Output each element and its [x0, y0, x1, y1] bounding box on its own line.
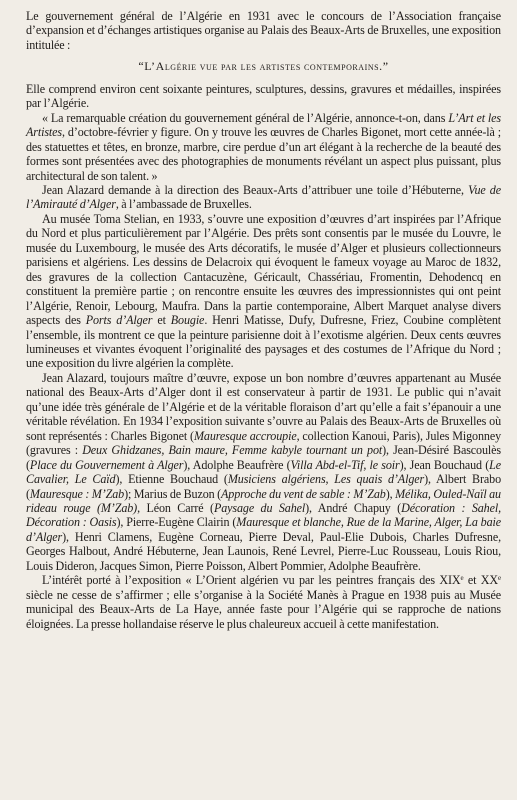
text-run: , collection Kanoui, Paris), Jules Migonney (gravures :	[26, 428, 501, 458]
text-run: Jean Alazard, toujours maître d’œuvre, expose un bon nombre d’œuvres appartenant au Musée national des Beaux-Arts d’Alger dont il est conservateur à partir de 1931. Le public qui n’avait qu’une idée très générale de l’Algérie et de la véritable floraison d’art qu’elle a fait s’épanouir a une véritable révélation. En 1934 l’exposition suivante s’ouvre au Palais des Beaux-Arts de Bruxelles où sont représentés : Charles Bigonet (	[26, 370, 501, 443]
italic-title-run: Mélika, Ouled-Naïl au rideau rouge (M’Zab)	[26, 486, 501, 515]
italic-title-run: Ports d’Alger	[85, 313, 153, 328]
text-run: e	[460, 574, 464, 583]
exhibition-title	[26, 59, 501, 75]
text-run: ), Jean-Désiré Bascoulès (	[26, 443, 501, 472]
text-run: siècle ne cesse de s’affirmer ; elle s’organise à la Société Manès à Prague en 1938 puis au Musée municipal des Beaux-Arts de La Haye, année faste pour l’Algérie qui se rapproche de nations éloignées. La presse hollandaise réserve le plus chaleureux accueil à cette manifestation.	[26, 587, 501, 631]
text-run: . Henri Matisse, Dufy, Dufresne, Friez, Coubine complètent l’ensemble, ils montrent ce que la peinture parisienne doit à l’exotisme algérien. Deux cents œuvres lumineuses et vivantes évoquent l’originalité des paysages et des costumes de l’Afrique du Nord ; une exposition du livre algérien la complète.	[26, 313, 501, 371]
italic-title-run: Place du Gouvernement à Alger	[29, 457, 184, 472]
paragraph-5	[26, 212, 501, 371]
text-run: Le gouvernement général de l’Algérie en 1931 avec le concours de l’Association française d’expansion et d’échanges artistiques organise au Palais des Beaux-Arts de Bruxelles, une exposition intitulée :	[26, 9, 501, 52]
italic-title-run: Décoration : Sahel, Décoration : Oasis	[26, 500, 501, 530]
text-run: ); Marius de Buzon (	[124, 486, 222, 501]
text-run: , à l’ambassade de Bruxelles.	[115, 197, 252, 212]
text-run: Au musée Toma Stelian, en 1933, s’ouvre une exposition d’œuvres d’art inspirées par l’Afrique du Nord et plus particulièrement par l’Algérie. Des prêts sont consentis par le musée du Louvre, le musée du Luxembourg, le musée des Arts décoratifs, le musée d’Alger et plusieurs collectionneurs parisiens et algériens. Les dessins de Delacroix qui évoquent le fameux voyage au Maroc de 1832, des gravures de la collection Cantacuzène, Géricault, Chassériau, Fromentin, Dehodencq en constituent la première partie ; on rencontre ensuite les œuvres des impressionnistes qui ont peint l’Algérie, Renoir, Lebourg, Maufra. Dans la partie contemporaine, Albert Marquet analyse divers aspects des	[26, 211, 501, 328]
paragraph-6	[26, 371, 501, 573]
italic-title-run: Mauresque et blanche, Rue de la Marine, Alger, La baie d’Alger	[26, 515, 501, 544]
paragraph-2	[26, 82, 501, 111]
text-run: L’intérêt porté à l’exposition « L’Orient algérien vu par les peintres français des XIX	[42, 573, 461, 588]
paragraph-4	[26, 183, 501, 212]
text-run: et	[152, 313, 171, 328]
text-run: , Léon Carré (	[137, 500, 214, 515]
italic-title-run: Deux Ghidzanes, Bain maure, Femme kabyle tournant un pot	[82, 443, 383, 458]
italic-title-run: L’Art et les Artistes	[26, 110, 502, 140]
italic-title-run: Mauresque : M’Zab	[29, 486, 125, 501]
paragraph-7	[26, 573, 501, 631]
italic-title-run: Musiciens algériens, Les quais d’Alger	[227, 472, 425, 487]
text-run: Elle comprend environ cent soixante peintures, sculptures, dessins, gravures et médailles, inspirées par l’Algérie.	[26, 81, 501, 111]
italic-title-run: Bougie	[170, 313, 205, 328]
paragraph-1	[26, 9, 501, 52]
title-text: “L’Algérie vue par les artistes contemporains.”	[138, 59, 389, 74]
paragraph-3-quote	[26, 111, 501, 183]
text-run: ), Adolphe Beaufrère (	[183, 457, 291, 472]
text-run: ), Jean Bouchaud (	[399, 457, 490, 472]
text-run: ), Henri Clamens, Eugène Corneau, Pierre Deval, Paul-Elie Dubois, Charles Dufresne, Georges Halbout, André Hébuterne, Jean Launois, René Levrel, Pierre-Luc Rousseau, Louis Riou, Louis Dideron, Jacques Simon, Pierre Poisson, Albert Pommier, Adolphe Beaufrère.	[26, 529, 501, 573]
italic-title-run: Vue de l’Amirauté d’Alger	[26, 182, 501, 212]
italic-title-run: Le Cavalier, Le Caïd	[26, 457, 501, 487]
italic-title-run: Villa Abd-el-Tif, le soir	[290, 457, 400, 472]
text-run: « La remarquable création du gouvernement général de l’Algérie, annonce-t-on, dans	[42, 110, 449, 125]
text-run: , d’octobre-février y figure. On y trouve les œuvres de Charles Bigonet, mort cette année-là ; des statuettes et têtes, en bronze, marbre, cire perdue d’un art élégant à la recherche de la beauté des formes sont présentées avec des photographies de monuments révélant un aspect plus puissant, plus architectural de son talent. »	[26, 125, 501, 183]
italic-title-run: Paysage du Sahel	[213, 500, 306, 515]
italic-title-run: Approche du vent de sable : M’Zab	[221, 486, 386, 501]
text-run: Jean Alazard demande à la direction des Beaux-Arts d’attribuer une toile d’Hébuterne,	[42, 182, 469, 197]
text-run: et XX	[463, 573, 498, 588]
text-run: e	[498, 574, 501, 583]
text-run: ),	[385, 486, 396, 501]
text-run: ), Albert Brabo (	[26, 472, 502, 501]
italic-title-run: Mauresque accroupie	[193, 428, 297, 443]
text-run: ), Pierre-Eugène Clairin (	[116, 515, 237, 530]
text-run: ), André Chapuy (	[305, 500, 402, 515]
text-run: ), Etienne Bouchaud (	[115, 472, 228, 487]
